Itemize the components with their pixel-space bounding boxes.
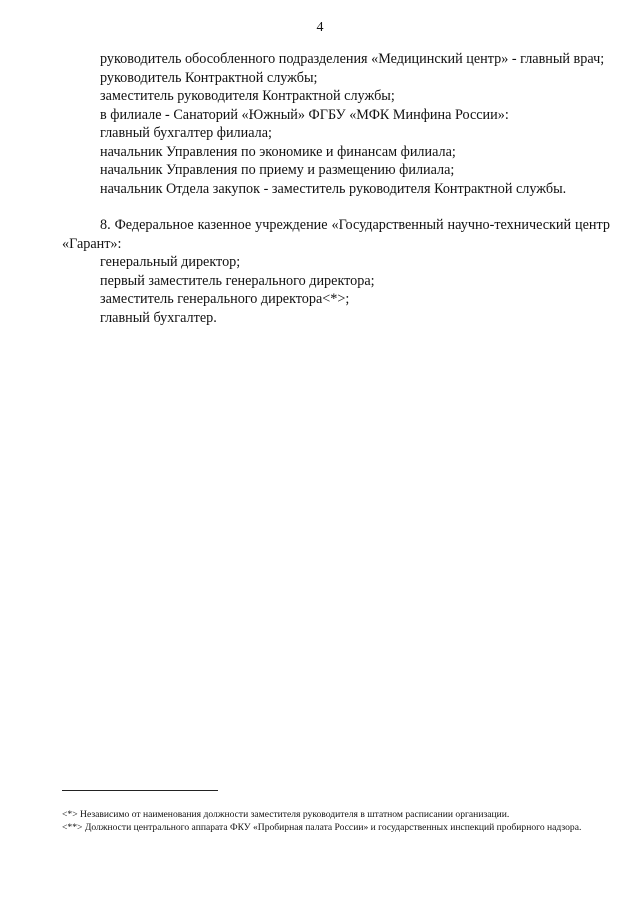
section8-item: главный бухгалтер. [100, 309, 217, 326]
section7-item: в филиале - Санаторий «Южный» ФГБУ «МФК Минфина России»: [100, 106, 509, 123]
section8-item: заместитель генерального директора<*>; [100, 291, 350, 307]
section7-item: руководитель Контрактной службы; [100, 69, 318, 86]
section8-heading: 8. Федеральное казенное учреждение «Государственный научно-технический центр «Гарант»: [62, 217, 610, 252]
section7-item: начальник Отдела закупок - заместитель руководителя Контрактной службы. [100, 180, 567, 197]
footnote: <**> Должности центрального аппарата ФКУ «Пробирная палата России» и государственных инспекций пробирного надзора. [62, 822, 582, 833]
page-number: 4 [316, 20, 324, 35]
footnote-divider [62, 790, 218, 791]
section7-item: заместитель руководителя Контрактной службы; [100, 88, 395, 104]
section8-item: первый заместитель генерального директора; [100, 272, 375, 289]
section7-item: начальник Управления по экономике и финансам филиала; [100, 143, 456, 160]
section7-item: главный бухгалтер филиала; [100, 125, 272, 141]
section-gap [62, 198, 610, 216]
footnotes [62, 808, 610, 834]
section7-item: начальник Управления по приему и размещению филиала; [100, 162, 455, 178]
section7-first-item: руководитель обособленного подразделения «Медицинский центр» - главный врач; [100, 51, 605, 67]
document-body [62, 50, 610, 327]
footnote: <*> Независимо от наименования должности заместителя руководителя в штатном расписании организации. [62, 809, 510, 820]
section8-item: генеральный директор; [100, 254, 241, 270]
